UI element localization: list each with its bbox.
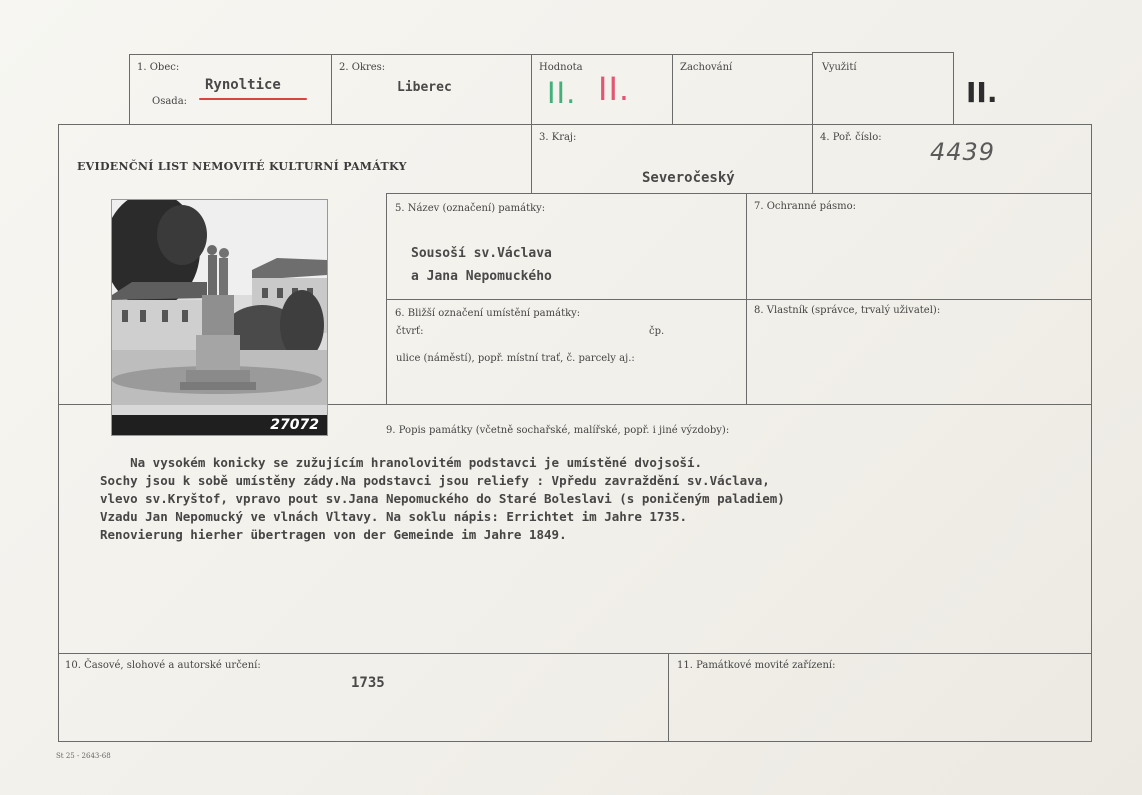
nazev-line2: a Jana Nepomuckého [411, 269, 552, 284]
kraj-label: 3. Kraj: [539, 132, 577, 143]
page-title: EVIDENČNÍ LIST NEMOVITÉ KULTURNÍ PAMÁTKY [77, 160, 407, 173]
monument-photo [111, 199, 328, 436]
kraj-value: Severočeský [642, 170, 735, 186]
corner-mark: II. [966, 76, 998, 109]
ulice-label: ulice (náměstí), popř. místní trať, č. parcely aj.: [396, 353, 635, 364]
por-cislo-label: 4. Poř. číslo: [820, 132, 882, 143]
hodnota-red: II. [598, 70, 631, 108]
obec-underline [199, 98, 307, 100]
zachovani-label: Zachování [680, 62, 733, 73]
cp-label: čp. [649, 326, 665, 337]
popis-line: Renovierung hierher übertragen von der Gemeinde im Jahre 1849. [100, 527, 567, 542]
vlastnik-label: 8. Vlastník (správce, trvalý uživatel): [754, 305, 941, 316]
nazev-line1: Sousoší sv.Václava [411, 246, 552, 261]
nazev-label: 5. Název (označení) památky: [395, 203, 546, 214]
okres-label: 2. Okres: [339, 62, 386, 73]
ochranne-label: 7. Ochranné pásmo: [754, 201, 857, 212]
popis-line: Sochy jsou k sobě umístěny zády.Na podstavci jsou reliefy : Vpředu zavraždění sv.Václava, [100, 473, 770, 488]
ctvrt-label: čtvrť: [396, 326, 424, 337]
popis-text [100, 454, 785, 544]
footer-code: St 25 - 2643-68 [56, 752, 111, 760]
osada-label: Osada: [152, 96, 188, 107]
casove-value: 1735 [351, 675, 385, 691]
blizsi-label: 6. Bližší označení umístění památky: [395, 308, 581, 319]
okres-value: Liberec [397, 80, 452, 95]
popis-line: Vzadu Jan Nepomucký ve vlnách Vltavy. Na soklu nápis: Errichtet im Jahre 1735. [100, 509, 687, 524]
vyuziti-label: Využití [822, 62, 857, 73]
hodnota-green: II. [547, 76, 577, 110]
photo-number: 27072 [270, 417, 319, 433]
obec-label: 1. Obec: [137, 62, 180, 73]
popis-label: 9. Popis památky (včetně sochařské, malířské, popř. i jiné výzdoby): [386, 425, 730, 436]
casove-label: 10. Časové, slohové a autorské určení: [65, 660, 261, 671]
hodnota-label: Hodnota [539, 62, 583, 73]
popis-line: Na vysokém konicky se zužujícím hranolovitém podstavci je umístěné dvojsoší. [100, 455, 703, 470]
por-cislo-value: 4439 [930, 138, 996, 166]
obec-value: Rynoltice [205, 77, 281, 93]
popis-line: vlevo sv.Kryštof, vpravo pout sv.Jana Nepomuckého do Staré Boleslavi (s poničeným paladiem) [100, 491, 785, 506]
movite-label: 11. Památkové movité zařízení: [677, 660, 836, 671]
statue-photo-icon [112, 200, 327, 435]
